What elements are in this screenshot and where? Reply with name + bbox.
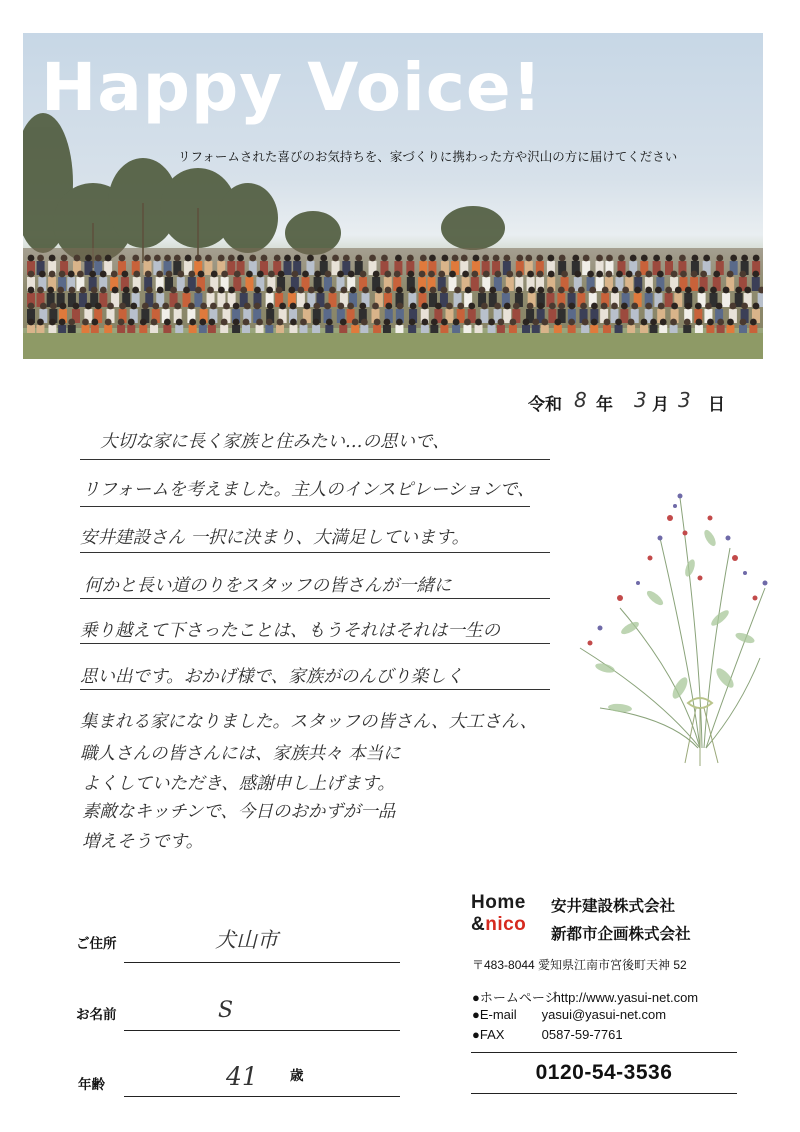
company-address: 〒483-8044 愛知県江南市宮後町天神 52 [472,958,687,972]
letter-line: よくしていただき、感謝申し上げます。 [82,774,395,794]
rule-line [80,598,550,599]
email-link[interactable]: yasui@yasui-net.com [541,1007,667,1022]
address-value: 犬山市 [215,928,278,952]
address-underline [124,962,400,963]
date-month-unit: 月 [652,395,669,415]
name-label: お名前 [76,1007,117,1023]
date-day-unit: 日 [708,395,725,415]
flower-bouquet-illustration [560,478,775,768]
age-underline [124,1096,400,1097]
homepage-row [472,987,698,1006]
letter-line: 増えそうです。 [82,832,204,852]
banner-title: Happy Voice! [41,49,543,126]
homepage-label: ●ホームページ [472,990,558,1005]
letter-line: 乗り越えて下さったことは、もうそれはそれは一生の [80,621,500,641]
name-value: S [218,998,234,1023]
homepage-link[interactable]: http://www.yasui-net.com [553,990,699,1005]
age-label: 年齢 [78,1077,105,1093]
rule-line [80,552,550,553]
fax-label: ●FAX [472,1027,505,1042]
logo-nico-text: nico [485,914,527,935]
home-nico-logo [471,893,526,934]
company-name-2: 新都市企画株式会社 [551,925,691,943]
rule-line [80,689,550,690]
date-day-value: 3 [678,388,691,412]
email-label: ●E-mail [472,1007,517,1022]
letter-line: 安井建設さん 一択に決まり、大満足しています。 [80,528,470,548]
tel-box [471,1052,737,1094]
letter-line: 集まれる家になりました。スタッフの皆さん、大工さん、 [80,712,538,732]
letter-line: 何かと長い道のりをスタッフの皆さんが一緒に [84,576,452,596]
date-month-value: 3 [634,388,647,412]
age-unit: 歳 [290,1068,304,1084]
address-label: ご住所 [76,936,117,952]
company-name-1: 安井建設株式会社 [551,897,676,915]
name-underline [124,1030,400,1031]
banner-photo [23,33,763,359]
rule-line [80,643,550,644]
letter-line: 思い出です。おかげ様で、家族がのんびり楽しく [80,667,464,687]
date-row [528,390,738,420]
banner-subtitle: リフォームされた喜びのお気持ちを、家づくりに携わった方や沢山の方に届けてください [178,149,678,164]
age-value: 41 [226,1062,258,1091]
email-row [472,1007,666,1022]
date-year-unit: 年 [596,395,613,415]
date-era: 令和 [528,395,562,415]
letter-line: リフォームを考えました。主人のインスピレーションで、 [82,480,535,500]
toll-free-number[interactable]: 0120-54-3536 [535,1061,673,1084]
letter-line: 素敵なキッチンで、今日のおかずが一品 [82,802,396,822]
letter-line: 大切な家に長く家族と住みたい…の思いで、 [100,432,450,452]
rule-line [80,459,550,460]
rule-line [80,506,530,507]
letter-line: 職人さんの皆さんには、家族共々 本当に [80,744,401,764]
logo-home-text: Home [471,892,526,913]
fax-number: 0587-59-7761 [541,1027,623,1042]
date-year-value: 8 [574,388,587,412]
logo-amp: & [471,914,486,935]
fax-row [472,1027,623,1042]
